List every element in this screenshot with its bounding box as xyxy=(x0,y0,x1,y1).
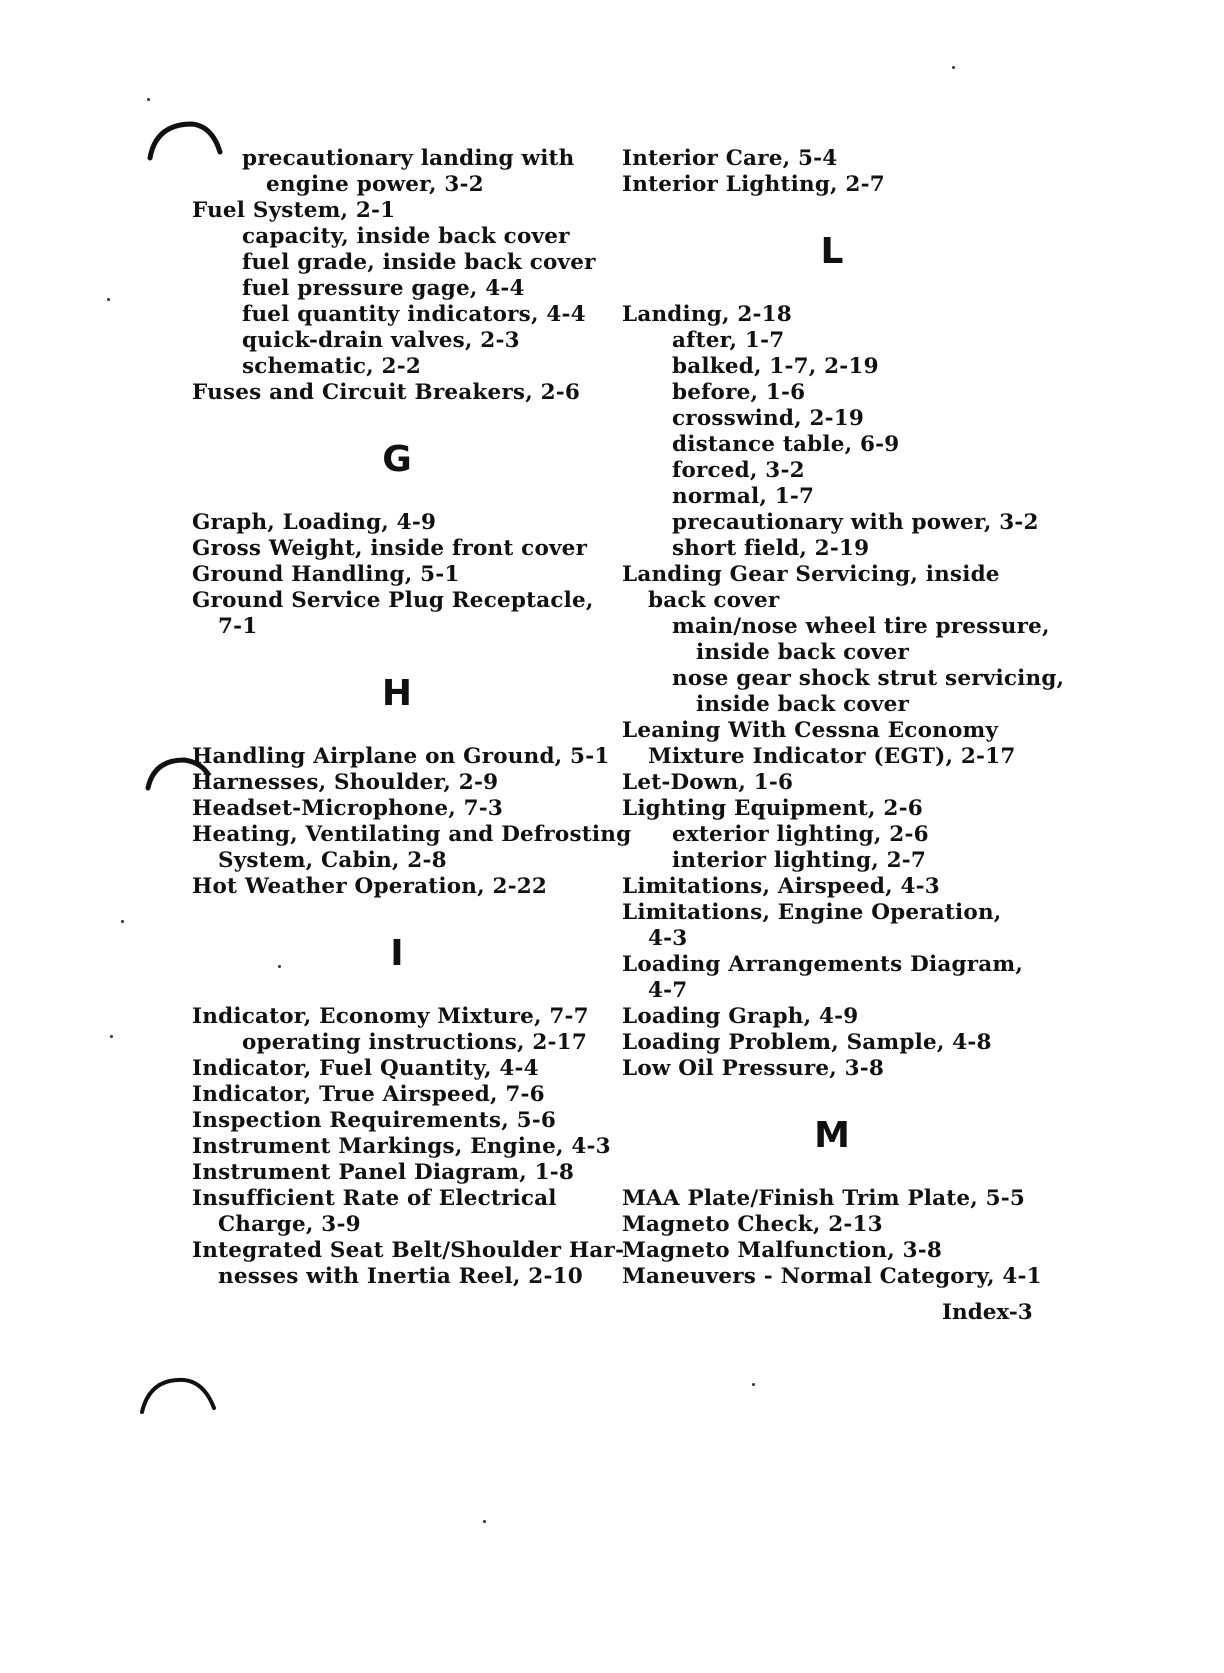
index-entry: distance table, 6-9 xyxy=(672,432,900,457)
index-entry: Indicator, True Airspeed, 7-6 xyxy=(192,1082,545,1107)
index-entry: Indicator, Fuel Quantity, 4-4 xyxy=(192,1056,539,1081)
index-entry: fuel quantity indicators, 4-4 xyxy=(242,302,586,327)
index-entry: Limitations, Airspeed, 4-3 xyxy=(622,874,940,899)
index-entry: Indicator, Economy Mixture, 7-7 xyxy=(192,1004,589,1029)
index-entry: before, 1-6 xyxy=(672,380,806,405)
index-entry: inside back cover xyxy=(696,640,910,665)
index-entry: Leaning With Cessna Economy xyxy=(622,718,999,743)
index-column-right xyxy=(622,146,1065,1290)
index-entry: Hot Weather Operation, 2-22 xyxy=(192,874,548,899)
index-entry: Headset-Microphone, 7-3 xyxy=(192,796,504,821)
index-entry: Harnesses, Shoulder, 2-9 xyxy=(192,770,499,795)
binder-ring-mark-lower xyxy=(138,1372,220,1422)
index-entry: after, 1-7 xyxy=(672,328,785,353)
scan-speck xyxy=(483,1520,486,1523)
index-entry: Heating, Ventilating and Defrosting xyxy=(192,822,632,847)
scan-speck xyxy=(752,1383,755,1386)
index-entry: Loading Arrangements Diagram, xyxy=(622,952,1023,977)
section-letter: L xyxy=(820,231,844,272)
index-entry: back cover xyxy=(648,588,780,613)
index-entry: Magneto Malfunction, 3-8 xyxy=(622,1238,943,1263)
index-entry: Interior Care, 5-4 xyxy=(622,146,838,171)
index-entry: Fuel System, 2-1 xyxy=(192,198,396,223)
index-entry: Maneuvers - Normal Category, 4-1 xyxy=(622,1264,1042,1289)
index-entry: Ground Handling, 5-1 xyxy=(192,562,460,587)
index-entry: Let-Down, 1-6 xyxy=(622,770,794,795)
index-entry: engine power, 3-2 xyxy=(266,172,484,197)
scan-speck xyxy=(107,298,110,301)
index-entry: System, Cabin, 2-8 xyxy=(218,848,447,873)
index-entry: nose gear shock strut servicing, xyxy=(672,666,1065,691)
index-entry: quick-drain valves, 2-3 xyxy=(242,328,520,353)
index-entry: inside back cover xyxy=(696,692,910,717)
index-entry: Landing, 2-18 xyxy=(622,302,792,327)
index-entry: normal, 1-7 xyxy=(672,484,815,509)
index-entry: precautionary landing with xyxy=(242,146,575,171)
index-entry: short field, 2-19 xyxy=(672,536,870,561)
index-column-left xyxy=(192,146,632,1290)
index-entry: 7-1 xyxy=(218,614,258,639)
index-entry: Loading Problem, Sample, 4-8 xyxy=(622,1030,992,1055)
index-entry: precautionary with power, 3-2 xyxy=(672,510,1039,535)
index-entry: Magneto Check, 2-13 xyxy=(622,1212,883,1237)
index-entry: operating instructions, 2-17 xyxy=(242,1030,587,1055)
index-entry: Interior Lighting, 2-7 xyxy=(622,172,885,197)
index-entry: main/nose wheel tire pressure, xyxy=(672,614,1050,639)
index-entry: balked, 1-7, 2-19 xyxy=(672,354,879,379)
index-entry: 4-3 xyxy=(648,926,688,951)
index-entry: 4-7 xyxy=(648,978,688,1003)
section-letter: M xyxy=(814,1115,850,1156)
index-entry: Limitations, Engine Operation, xyxy=(622,900,1002,925)
section-letter: H xyxy=(381,673,413,714)
index-entry: nesses with Inertia Reel, 2-10 xyxy=(218,1264,583,1289)
index-entry: Gross Weight, inside front cover xyxy=(192,536,588,561)
index-entry: MAA Plate/Finish Trim Plate, 5-5 xyxy=(622,1186,1026,1211)
index-entry: Graph, Loading, 4-9 xyxy=(192,510,437,535)
index-entry: forced, 3-2 xyxy=(672,458,805,483)
index-entry: fuel pressure gage, 4-4 xyxy=(242,276,525,301)
index-entry: fuel grade, inside back cover xyxy=(242,250,596,275)
index-entry: Integrated Seat Belt/Shoulder Har- xyxy=(192,1238,625,1263)
index-entry: Inspection Requirements, 5-6 xyxy=(192,1108,557,1133)
scan-speck xyxy=(121,920,124,923)
index-entry: Landing Gear Servicing, inside xyxy=(622,562,1000,587)
index-entry: Loading Graph, 4-9 xyxy=(622,1004,859,1029)
index-entry: schematic, 2-2 xyxy=(242,354,421,379)
index-entry: Handling Airplane on Ground, 5-1 xyxy=(192,744,610,769)
scan-speck xyxy=(110,1035,113,1038)
index-entry: Mixture Indicator (EGT), 2-17 xyxy=(648,744,1016,769)
scan-speck xyxy=(147,98,150,101)
index-entry: Low Oil Pressure, 3-8 xyxy=(622,1056,885,1081)
index-entry: Ground Service Plug Receptacle, xyxy=(192,588,594,613)
index-entry: Fuses and Circuit Breakers, 2-6 xyxy=(192,380,581,405)
section-letter: I xyxy=(390,933,404,974)
index-entry: Lighting Equipment, 2-6 xyxy=(622,796,923,821)
index-entry: Instrument Markings, Engine, 4-3 xyxy=(192,1134,611,1159)
index-entry: crosswind, 2-19 xyxy=(672,406,865,431)
section-letter: G xyxy=(382,439,412,480)
index-entry: Charge, 3-9 xyxy=(218,1212,361,1237)
index-entry: Instrument Panel Diagram, 1-8 xyxy=(192,1160,575,1185)
index-entry: exterior lighting, 2-6 xyxy=(672,822,929,847)
index-entry: capacity, inside back cover xyxy=(242,224,570,249)
index-entry: Insufficient Rate of Electrical xyxy=(192,1186,557,1211)
scan-speck xyxy=(952,66,955,69)
page-number: Index-3 xyxy=(942,1300,1033,1325)
index-entry: interior lighting, 2-7 xyxy=(672,848,927,873)
